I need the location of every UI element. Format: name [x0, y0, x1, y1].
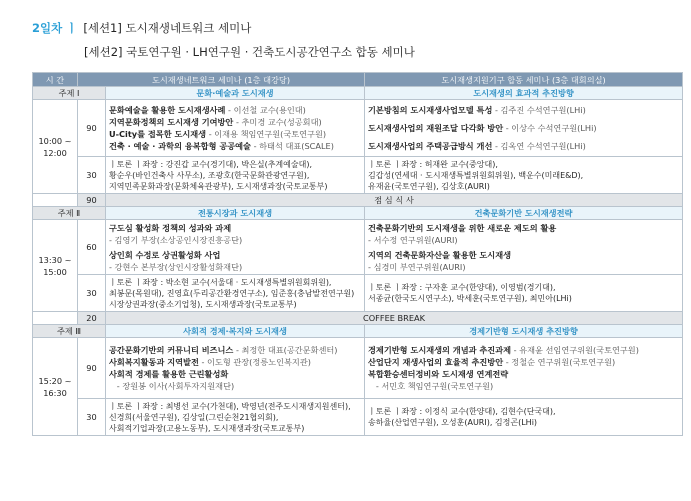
duration: 90: [78, 338, 106, 399]
talk-item: 산업단지 재생사업의 효율적 추진방안 - 정철순 연구위원(국토연구원): [368, 357, 616, 367]
talk-speaker: - 김영기 부장(소상공인시장진흥공단): [109, 234, 243, 245]
talks-right: [365, 100, 683, 157]
talk-speaker: - 서수정 연구위원(AURI): [368, 234, 458, 245]
col-left-hall: 도시재생네트워크 세미나 (1층 대강당): [78, 73, 365, 87]
theme-right: 건축문화기반 도시재생전략: [365, 207, 683, 220]
talk-item: 공간문화기반의 커뮤니티 비즈니스 - 최정한 대표(공간문화센터): [109, 345, 338, 355]
header-line1: [32, 20, 251, 36]
theme-label: 주제 Ⅲ: [33, 325, 106, 338]
talk-item: U-City를 접목한 도시재생 - 이재용 책임연구원(국토연구원): [109, 129, 327, 139]
lunch-break: 점 심 식 사: [106, 194, 683, 207]
duration: 30: [78, 157, 106, 194]
talk-item: 기본방침의 도시재생사업모델 특성 - 김주진 수석연구원(LHi): [368, 105, 586, 115]
discussion-left: ㅣ토론 ㅣ좌장 : 박소현 교수(서울대 · 도시재생특별위원회위원), 최봉문(목원대), 진영효(두리공간환경연구소), 임준홍(충남발전연구원) 시장상권과장(중소기업청), 도시재생과장(국토교통부): [106, 275, 365, 312]
duration: 30: [78, 399, 106, 436]
page-header: [32, 6, 682, 59]
band-spacer: [33, 312, 78, 325]
talks-left: [106, 338, 365, 399]
theme-right: 도시재생의 효과적 추진방향: [365, 87, 683, 100]
talk-speaker: - 강현수 본부장(상인시장활성화재단): [109, 261, 243, 272]
talk-title: 상인회 수정로 상권활성화 사업: [109, 249, 221, 260]
time-slot: 10:00 ~ 12:00: [33, 100, 78, 194]
discussion-right: ㅣ토론 ㅣ좌장 : 구자훈 교수(한양대), 이영범(경기대), 서종균(한국도시연구소), 박세훈(국토연구원), 최민아(LHi): [365, 275, 683, 312]
schedule-table: [32, 72, 683, 436]
theme-left: 문화·예술과 도시재생: [106, 87, 365, 100]
duration: 60: [78, 220, 106, 275]
talk-item: 경제기반형 도시재생의 개념과 추진과제 - 유재윤 선임연구위원(국토연구원): [368, 345, 639, 355]
talk-item: 도시재생사업의 재원조달 다각화 방안 - 이상수 수석연구원(LHi): [368, 123, 597, 133]
duration: 90: [78, 100, 106, 157]
session2-title: [세션2] 국토연구원 · LH연구원 · 건축도시공간연구소 합동 세미나: [84, 45, 415, 59]
talk-item: 도시재생사업의 주택공급방식 개선 - 김옥연 수석연구원(LHi): [368, 141, 586, 151]
talks-left: [106, 220, 365, 275]
duration: 30: [78, 275, 106, 312]
talks-right: [365, 338, 683, 399]
col-time: 시 간: [33, 73, 78, 87]
theme-label: 주제 Ⅱ: [33, 207, 106, 220]
session1-title: [세션1] 도시재생네트워크 세미나: [83, 21, 252, 35]
talks-right: [365, 220, 683, 275]
col-right-hall: 도시재생지원기구 합동 세미나 (3층 대회의실): [365, 73, 683, 87]
theme-right: 경제기반형 도시재생 추진방향: [365, 325, 683, 338]
discussion-right: ㅣ토론 ㅣ좌장 : 허재완 교수(중앙대), 김갑성(연세대 · 도시재생특별위원회위원), 백운수(미래E&D), 유재윤(국토연구원), 김상호(AURI): [365, 157, 683, 194]
discussion-right: ㅣ토론 ㅣ좌장 : 이정식 교수(한양대), 김현수(단국대), 송하율(산업연구원), 오성훈(AURI), 김정곤(LHi): [365, 399, 683, 436]
talk-title: 복합환승센터정비와 도시재생 연계전략: [368, 369, 509, 379]
discussion-left: ㅣ토론 ㅣ좌장 : 최병선 교수(가천대), 박영년(전주도시재생지원센터), 신경희(서울연구원), 김상일(그린순천21협의회), 사회적기업과장(고용노동부), 도시재생과장(국토교통부): [106, 399, 365, 436]
talk-speaker: - 서민호 책임연구원(국토연구원): [368, 381, 494, 391]
duration: 20: [78, 312, 106, 325]
time-slot: 13:30 ~ 15:00: [33, 220, 78, 312]
talk-title: 건축문화기반의 도시재생을 위한 새로운 제도의 활용: [368, 222, 557, 233]
talk-item: 지역문화정책의 도시재생 기여방안 - 추미경 교수(성공회대): [109, 117, 322, 127]
talk-item: 건축 · 예술 · 과학의 융복합형 공공예술 - 하태석 대표(SCALE): [109, 141, 334, 151]
time-slot: 15:20 ~ 16:30: [33, 338, 78, 436]
discussion-left: ㅣ토론 ㅣ좌장 : 강진갑 교수(경기대), 박은실(추계예술대), 황순우(바인건축사 사무소), 조광호(한국문화관광연구원), 지역민족문화과장(문화체육관광부), 도시재생과장(국토교통부): [106, 157, 365, 194]
duration: 90: [78, 194, 106, 207]
talk-speaker: - 심경미 부연구위원(AURI): [368, 261, 466, 272]
day-label: 2일차 ㅣ: [32, 21, 78, 35]
band-spacer: [33, 194, 78, 207]
talk-item: 문화예술을 활용한 도시재생사례 - 이선철 교수(용인대): [109, 105, 306, 115]
talk-title: 사회적 경제를 활용한 근린활성화: [109, 369, 229, 379]
talk-item: 사회복지활동과 지역발전 - 이도형 관장(정릉노인복지관): [109, 357, 311, 367]
theme-left: 사회적 경제·복지와 도시재생: [106, 325, 365, 338]
talk-title: 지역의 건축문화자산을 활용한 도시재생: [368, 249, 512, 260]
talks-left: [106, 100, 365, 157]
theme-label: 주제 Ⅰ: [33, 87, 106, 100]
theme-left: 전통시장과 도시재생: [106, 207, 365, 220]
talk-title: 구도심 활성화 정책의 성과와 과제: [109, 222, 232, 233]
talk-speaker: - 장원봉 이사(사회투자지원재단): [109, 381, 235, 391]
coffee-break: COFFEE BREAK: [106, 312, 683, 325]
